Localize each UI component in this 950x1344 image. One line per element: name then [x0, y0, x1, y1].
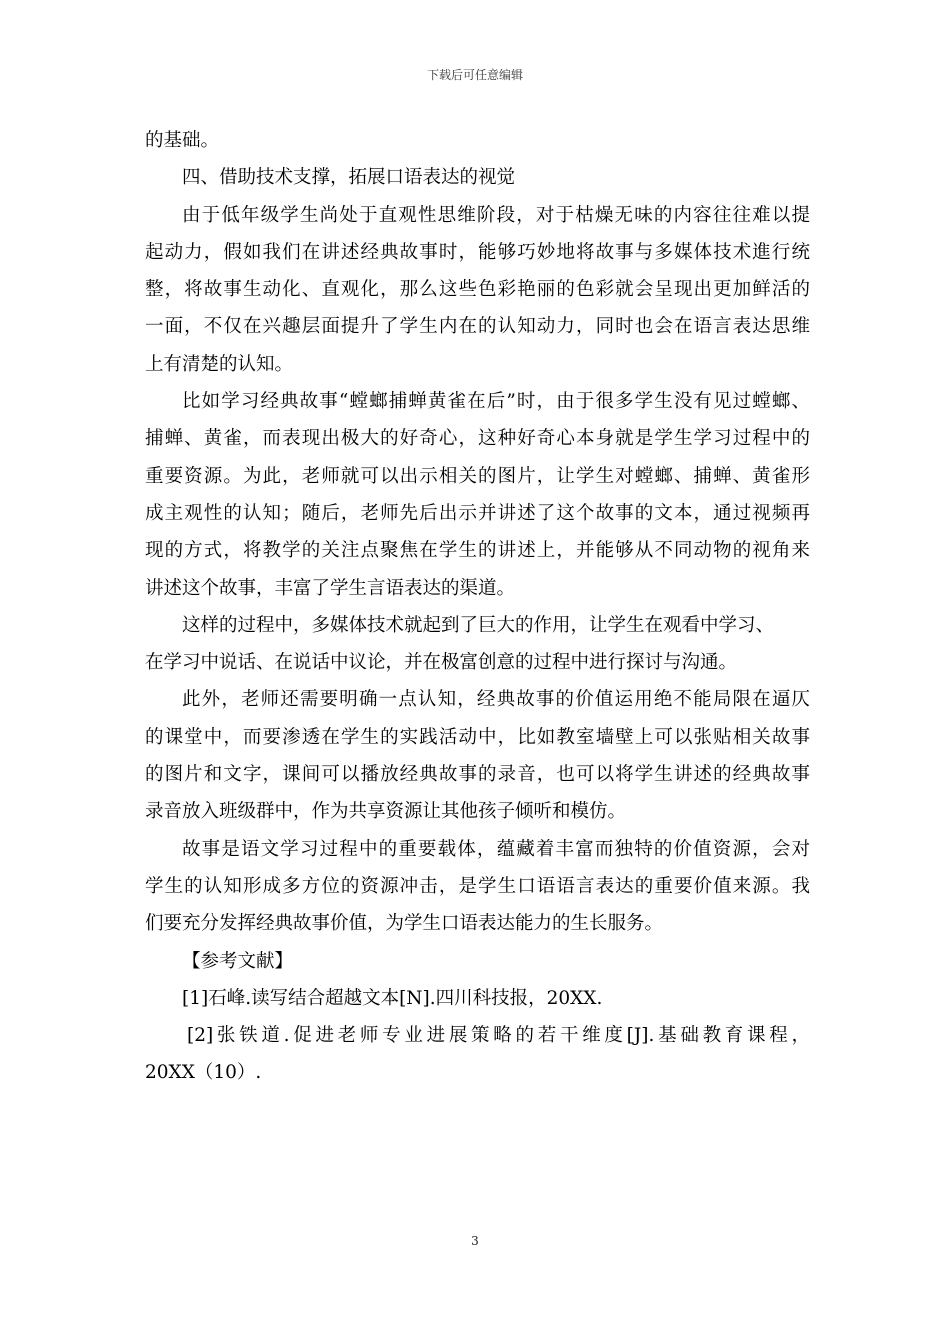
- paragraph-line: 成主观性的认知；随后，老师先后出示并讲述了这个故事的文本，通过视频再: [145, 502, 810, 524]
- reference-item: [1]石峰.读写结合超越文本[N].四川科技报，20XX.: [182, 987, 603, 1009]
- paragraph-line: 现的方式，将教学的关注点聚焦在学生的讲述上，并能够从不同动物的视角来: [145, 540, 810, 562]
- paragraph-line: 在学习中说话、在说话中议论，并在极富创意的过程中进行探讨与沟通。: [145, 652, 738, 674]
- paragraph-line: 的课堂中，而要渗透在学生的实践活动中，比如教室墙壁上可以张贴相关故事: [145, 726, 810, 748]
- reference-item-continued: 20XX（10）.: [145, 1062, 262, 1084]
- paragraph-line: 故事是语文学习过程中的重要载体，蕴藏着丰富而独特的价值资源，会对: [182, 838, 810, 860]
- paragraph-line: 讲述这个故事，丰富了学生言语表达的渠道。: [145, 577, 516, 599]
- paragraph-line: 的基础。: [145, 130, 220, 151]
- paragraph-line: 捕蝉、黄雀，而表现出极大的好奇心，这种好奇心本身就是学生学习过程中的: [145, 428, 810, 450]
- page-number: 3: [471, 1234, 479, 1248]
- paragraph-line: 一面，不仅在兴趣层面提升了学生内在的认知动力，同时也会在语言表达思维: [145, 316, 810, 338]
- reference-item: [2]张铁道.促进老师专业进展策略的若干维度[J].基础教育课程，: [187, 1025, 810, 1047]
- paragraph-line: 起动力，假如我们在讲述经典故事时，能够巧妙地将故事与多媒体技术進行统: [145, 241, 810, 263]
- paragraph-line: 由于低年级学生尚处于直观性思维阶段，对于枯燥无味的内容往往难以提: [182, 204, 810, 226]
- references-heading: 【参考文献】: [182, 950, 294, 972]
- paragraph-line: 学生的认知形成多方位的资源冲击，是学生口语语言表达的重要价值来源。我: [145, 875, 810, 897]
- paragraph-line: 们要充分发挥经典故事价值，为学生口语表达能力的生长服务。: [145, 913, 664, 935]
- paragraph-line: 整，将故事生动化、直观化，那么这些色彩艳丽的色彩就会呈现出更加鲜活的: [145, 279, 810, 301]
- paragraph-line: 上有清楚的认知。: [145, 353, 294, 375]
- paragraph-line: 重要资源。为此，老师就可以出示相关的图片，让学生对螳螂、捕蝉、黄雀形: [145, 465, 810, 487]
- paragraph-line: 比如学习经典故事“螳螂捕蝉黄雀在后”时，由于很多学生没有见过螳螂、: [182, 391, 810, 413]
- section-heading: 四、借助技术支撑，拓展口语表达的视觉: [182, 167, 516, 189]
- paragraph-line: 的图片和文字，课间可以播放经典故事的录音，也可以将学生讲述的经典故事: [145, 764, 810, 786]
- paragraph-line: 这样的过程中，多媒体技术就起到了巨大的作用，让学生在观看中学习、: [182, 614, 775, 636]
- page-header: 下载后可任意编辑: [426, 68, 523, 82]
- paragraph-line: 录音放入班级群中，作为共享资源让其他孩子倾听和模仿。: [145, 801, 627, 823]
- document-body: [145, 122, 810, 1092]
- paragraph-line: 此外，老师还需要明确一点认知，经典故事的价值运用绝不能局限在逼仄: [182, 689, 810, 711]
